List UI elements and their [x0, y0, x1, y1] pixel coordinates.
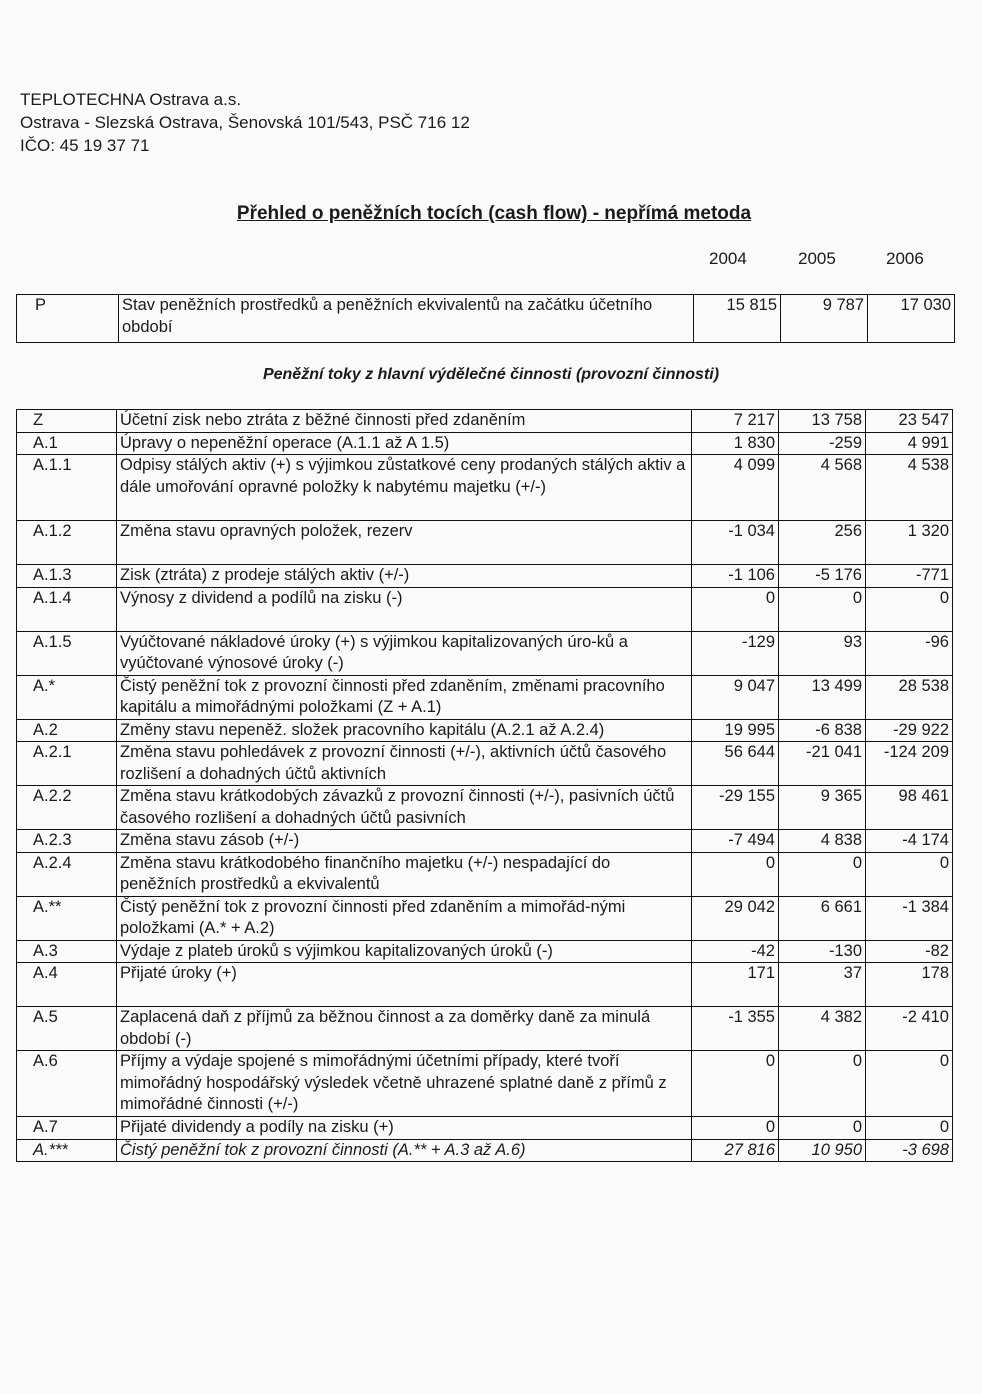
value-2005: 37: [779, 963, 866, 1007]
value-2006: -82: [866, 940, 953, 963]
value-2004: 1 830: [692, 432, 779, 455]
table-row: [17, 719, 953, 742]
row-code: A.2: [17, 719, 117, 742]
value-2005: 4 568: [779, 455, 866, 521]
table-row: [17, 455, 953, 521]
row-description: Příjmy a výdaje spojené s mimořádnými účetními případy, které tvoří mimořádný hospodářský výsledek včetně uhrazené splatné daně z přímů z mimořádné činnosti (+/-): [117, 1051, 692, 1117]
value-2004: 29 042: [692, 896, 779, 940]
value-2004: 4 099: [692, 455, 779, 521]
value-2005: 9 365: [779, 786, 866, 830]
row-description: Čistý peněžní tok z provozní činnosti před zdaněním, změnami pracovního kapitálu a mimořádnými položkami (Z + A.1): [117, 675, 692, 719]
value-2005: 0: [779, 587, 866, 631]
row-code: A.5: [17, 1007, 117, 1051]
row-code: Z: [17, 410, 117, 433]
value-2006: -1 384: [866, 896, 953, 940]
row-code: A.1.2: [17, 521, 117, 565]
table-row: [17, 587, 953, 631]
value-2005: 4 382: [779, 1007, 866, 1051]
value-2005: 4 838: [779, 830, 866, 853]
value-2006: 0: [866, 1051, 953, 1117]
value-2005: -6 838: [779, 719, 866, 742]
section-title: Peněžní toky z hlavní výdělečné činnosti (provozní činnosti): [262, 366, 720, 383]
value-2004: -129: [692, 631, 779, 675]
value-2005: 10 950: [779, 1139, 866, 1162]
value-2004: -7 494: [692, 830, 779, 853]
row-description: Přijaté dividendy a podíly na zisku (+): [117, 1117, 692, 1140]
table-row: [17, 675, 953, 719]
value-2004: 0: [692, 1117, 779, 1140]
value-2004: -1 106: [692, 565, 779, 588]
value-2004: 56 644: [692, 742, 779, 786]
value-2006: -4 174: [866, 830, 953, 853]
value-2005: 256: [779, 521, 866, 565]
table-row: [17, 432, 953, 455]
table-row: [17, 631, 953, 675]
row-code: A.6: [17, 1051, 117, 1117]
table-row: [17, 742, 953, 786]
row-code: A.*: [17, 675, 117, 719]
row-description: Stav peněžních prostředků a peněžních ekvivalentů na začátku účetního období: [119, 295, 694, 343]
value-2006: 0: [866, 587, 953, 631]
value-2004: 7 217: [692, 410, 779, 433]
value-2005: 0: [779, 1117, 866, 1140]
value-2005: -5 176: [779, 565, 866, 588]
value-2004: 19 995: [692, 719, 779, 742]
value-2005: 93: [779, 631, 866, 675]
company-header: [20, 88, 470, 157]
opening-balance-table: [16, 294, 955, 343]
row-description: Úpravy o nepeněžní operace (A.1.1 až A 1.5): [117, 432, 692, 455]
row-code: A.1.3: [17, 565, 117, 588]
value-2005: 13 499: [779, 675, 866, 719]
value-2006: 0: [866, 852, 953, 896]
table-row: [17, 786, 953, 830]
company-address: Ostrava - Slezská Ostrava, Šenovská 101/543, PSČ 716 12: [20, 113, 470, 132]
table-row: [17, 1117, 953, 1140]
row-code: A.**: [17, 896, 117, 940]
year-2006: 2006: [886, 249, 924, 268]
row-description: Účetní zisk nebo ztráta z běžné činnosti před zdaněním: [117, 410, 692, 433]
row-code: A.7: [17, 1117, 117, 1140]
value-2005: 0: [779, 1051, 866, 1117]
value-2004: 27 816: [692, 1139, 779, 1162]
value-2004: 0: [692, 1051, 779, 1117]
value-2006: -3 698: [866, 1139, 953, 1162]
row-code: P: [17, 295, 119, 343]
row-code: A.1.1: [17, 455, 117, 521]
row-description: Výdaje z plateb úroků s výjimkou kapitalizovaných úroků (-): [117, 940, 692, 963]
value-2006: -29 922: [866, 719, 953, 742]
table-row: [17, 1139, 953, 1162]
row-description: Čistý peněžní tok z provozní činnosti před zdaněním a mimořád-nými položkami (A.* + A.2): [117, 896, 692, 940]
value-2005: 6 661: [779, 896, 866, 940]
value-2004: 0: [692, 587, 779, 631]
table-row: [17, 963, 953, 1007]
table-row: [17, 565, 953, 588]
value-2006: 98 461: [866, 786, 953, 830]
row-description: Přijaté úroky (+): [117, 963, 692, 1007]
row-description: Vyúčtované nákladové úroky (+) s výjimkou kapitalizovaných úro-ků a vyúčtované výnosové úroky (-): [117, 631, 692, 675]
table-row: [17, 830, 953, 853]
value-2005: 13 758: [779, 410, 866, 433]
year-2004: 2004: [709, 249, 747, 268]
value-2006: -771: [866, 565, 953, 588]
value-2006: -96: [866, 631, 953, 675]
row-description: Změny stavu nepeněž. složek pracovního kapitálu (A.2.1 až A.2.4): [117, 719, 692, 742]
row-description: Zisk (ztráta) z prodeje stálých aktiv (+/-): [117, 565, 692, 588]
value-2004: -1 355: [692, 1007, 779, 1051]
row-description: Změna stavu krátkodobých závazků z provozní činnosti (+/-), pasivních účtů časového rozlišení a dohadných účtů pasivních: [117, 786, 692, 830]
value-2006: 1 320: [866, 521, 953, 565]
company-name: TEPLOTECHNA Ostrava a.s.: [20, 90, 242, 109]
table-row: [17, 852, 953, 896]
value-2004: 15 815: [694, 295, 781, 343]
value-2006: 17 030: [868, 295, 955, 343]
row-code: A.1.5: [17, 631, 117, 675]
row-code: A.2.4: [17, 852, 117, 896]
row-code: A.2.3: [17, 830, 117, 853]
row-description: Změna stavu pohledávek z provozní činnosti (+/-), aktivních účtů časového rozlišení a dohadných účtů aktivních: [117, 742, 692, 786]
cash-flow-table: [16, 409, 953, 1162]
row-code: A.2.2: [17, 786, 117, 830]
row-code: A.1: [17, 432, 117, 455]
value-2004: -29 155: [692, 786, 779, 830]
row-description: Zaplacená daň z příjmů za běžnou činnost a za doměrky daně za minulá období (-): [117, 1007, 692, 1051]
company-ico: IČO: 45 19 37 71: [20, 136, 150, 155]
row-description: Výnosy z dividend a podílů na zisku (-): [117, 587, 692, 631]
value-2006: -124 209: [866, 742, 953, 786]
value-2004: 171: [692, 963, 779, 1007]
value-2004: 9 047: [692, 675, 779, 719]
table-row: [17, 1007, 953, 1051]
row-code: A.2.1: [17, 742, 117, 786]
value-2005: 9 787: [781, 295, 868, 343]
value-2006: 4 991: [866, 432, 953, 455]
table-row: [17, 295, 955, 343]
table-row: [17, 940, 953, 963]
value-2006: 0: [866, 1117, 953, 1140]
table-row: [17, 896, 953, 940]
table-row: [17, 521, 953, 565]
row-description: Změna stavu opravných položek, rezerv: [117, 521, 692, 565]
value-2004: -1 034: [692, 521, 779, 565]
row-code: A.3: [17, 940, 117, 963]
row-code: A.***: [17, 1139, 117, 1162]
value-2006: 23 547: [866, 410, 953, 433]
value-2005: -21 041: [779, 742, 866, 786]
page-title: Přehled o peněžních tocích (cash flow) - nepřímá metoda: [236, 203, 752, 224]
row-code: A.1.4: [17, 587, 117, 631]
value-2005: 0: [779, 852, 866, 896]
row-description: Změna stavu zásob (+/-): [117, 830, 692, 853]
value-2006: 4 538: [866, 455, 953, 521]
table-row: [17, 410, 953, 433]
value-2006: 28 538: [866, 675, 953, 719]
row-description: Změna stavu krátkodobého finančního majetku (+/-) nespadající do peněžních prostředků a ekvivalentů: [117, 852, 692, 896]
row-description: Odpisy stálých aktiv (+) s výjimkou zůstatkové ceny prodaných stálých aktiv a dále umořování opravné položky k nabytému majetku (+/-): [117, 455, 692, 521]
value-2004: 0: [692, 852, 779, 896]
year-headers: [0, 249, 982, 271]
year-2005: 2005: [798, 249, 836, 268]
value-2005: -259: [779, 432, 866, 455]
value-2004: -42: [692, 940, 779, 963]
value-2006: -2 410: [866, 1007, 953, 1051]
table-row: [17, 1051, 953, 1117]
row-code: A.4: [17, 963, 117, 1007]
row-description: Čistý peněžní tok z provozní činnosti (A.** + A.3 až A.6): [117, 1139, 692, 1162]
value-2005: -130: [779, 940, 866, 963]
value-2006: 178: [866, 963, 953, 1007]
